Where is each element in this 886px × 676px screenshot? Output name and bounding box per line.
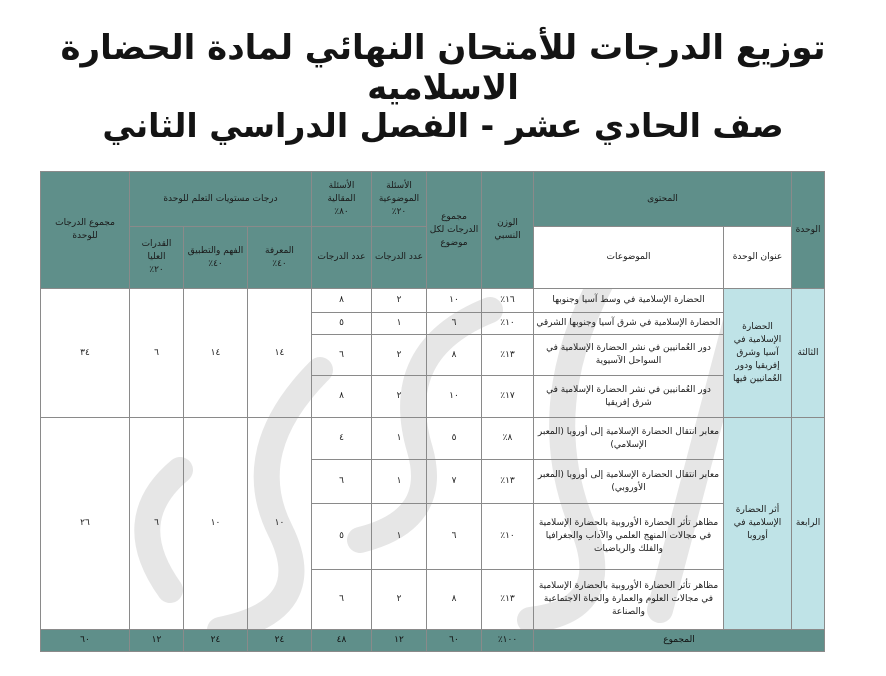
header-weight: الوزن النسبي [482, 172, 534, 289]
header-content: المحتوى [534, 172, 792, 227]
topic-cell: مظاهر تأثر الحضارة الأوروبية بالحضارة الإسلامية في مجالات المنهج العلمي والآداب والجغرافيا والفلك والرياضيات [534, 504, 724, 570]
table-row [41, 289, 825, 313]
total-row [41, 630, 825, 652]
header-objective [372, 172, 427, 227]
weight-cell: ١٣٪ [482, 460, 534, 504]
header-higher-label: القدرات العليا [141, 239, 172, 262]
unit-total-cell: ٣٤ [41, 289, 130, 418]
unit-title: أثر الحضارة الإسلامية في أوروبا [724, 418, 792, 630]
page-subtitle: صف الحادي عشر - الفصل الدراسي الثاني [102, 106, 784, 145]
sum-cell: ٦ [427, 504, 482, 570]
knowledge-cell: ١٠ [248, 418, 312, 630]
sum-cell: ٧ [427, 460, 482, 504]
header-understanding [184, 227, 248, 289]
objective-cell: ٢ [372, 335, 427, 376]
total-higher: ١٢ [130, 630, 184, 652]
header-unit-total: مجموع الدرجات للوحدة [41, 172, 130, 289]
unit-name: الرابعة [792, 418, 825, 630]
header-higher [130, 227, 184, 289]
weight-cell: ١٠٪ [482, 504, 534, 570]
objective-cell: ١ [372, 418, 427, 460]
essay-cell: ٨ [312, 376, 372, 418]
header-objective-count: عدد الدرجات [372, 227, 427, 289]
header-essay-count: عدد الدرجات [312, 227, 372, 289]
objective-cell: ٢ [372, 570, 427, 630]
header-essay-label: الأسئلة المقالية [327, 180, 356, 204]
total-unit-total: ٦٠ [41, 630, 130, 652]
header-total-per-topic: مجموع الدرجات لكل موضوع [427, 172, 482, 289]
knowledge-cell: ١٤ [248, 289, 312, 418]
header-objective-label: الأسئلة الموضوعية [378, 180, 420, 204]
essay-cell: ٨ [312, 289, 372, 313]
higher-cell: ٦ [130, 418, 184, 630]
header-essay [312, 172, 372, 227]
sum-cell: ٦ [427, 313, 482, 335]
total-essay: ٤٨ [312, 630, 372, 652]
sum-cell: ١٠ [427, 376, 482, 418]
topic-cell: مظاهر تأثر الحضارة الأوروبية بالحضارة الإسلامية في مجالات العلوم والعمارة والحياة الاجتماعية والصناعة [534, 570, 724, 630]
sum-cell: ٨ [427, 335, 482, 376]
header-knowledge-pct: ٤٠٪ [272, 258, 287, 269]
topic-cell: الحضارة الإسلامية في وسط آسيا وجنوبها [534, 289, 724, 313]
header-understanding-label: الفهم والتطبيق [187, 245, 244, 256]
topic-cell: معابر انتقال الحضارة الإسلامية إلى أوروبا (المعبر الأوروبي) [534, 460, 724, 504]
objective-cell: ٢ [372, 289, 427, 313]
total-weight: ١٠٠٪ [482, 630, 534, 652]
total-label: المجموع [534, 630, 825, 652]
total-objective: ١٢ [372, 630, 427, 652]
weight-cell: ١٧٪ [482, 376, 534, 418]
essay-cell: ٥ [312, 504, 372, 570]
weight-cell: ١٠٪ [482, 313, 534, 335]
header-knowledge-label: المعرفة [265, 245, 294, 256]
topic-cell: دور العُمانيين في نشر الحضارة الإسلامية في السواحل الآسيوية [534, 335, 724, 376]
header-levels: درجات مستويات التعلم للوحدة [130, 172, 312, 227]
objective-cell: ١ [372, 313, 427, 335]
essay-cell: ٥ [312, 313, 372, 335]
grade-distribution-table [40, 171, 825, 652]
topic-cell: الحضارة الإسلامية في شرق آسيا وجنوبها الشرقي [534, 313, 724, 335]
sum-cell: ٨ [427, 570, 482, 630]
header-topics: الموضوعات [534, 227, 724, 289]
essay-cell: ٤ [312, 418, 372, 460]
sum-cell: ١٠ [427, 289, 482, 313]
higher-cell: ٦ [130, 289, 184, 418]
header-unit-title: عنوان الوحدة [724, 227, 792, 289]
header-knowledge [248, 227, 312, 289]
understanding-cell: ١٤ [184, 289, 248, 418]
essay-cell: ٦ [312, 460, 372, 504]
understanding-cell: ١٠ [184, 418, 248, 630]
weight-cell: ١٣٪ [482, 570, 534, 630]
weight-cell: ١٦٪ [482, 289, 534, 313]
unit-total-cell: ٢٦ [41, 418, 130, 630]
essay-cell: ٦ [312, 570, 372, 630]
unit-title: الحضارة الإسلامية في آسيا وشرق إفريقيا ودور العُمانيين فيها [724, 289, 792, 418]
total-sum: ٦٠ [427, 630, 482, 652]
objective-cell: ١ [372, 460, 427, 504]
weight-cell: ١٣٪ [482, 335, 534, 376]
table-row [41, 418, 825, 460]
unit-name: الثالثة [792, 289, 825, 418]
weight-cell: ٨٪ [482, 418, 534, 460]
total-knowledge: ٢٤ [248, 630, 312, 652]
header-understanding-pct: ٤٠٪ [208, 258, 223, 269]
total-understanding: ٢٤ [184, 630, 248, 652]
essay-cell: ٦ [312, 335, 372, 376]
header-objective-pct: ٢٠٪ [391, 206, 407, 217]
header-higher-pct: ٢٠٪ [149, 265, 164, 275]
sum-cell: ٥ [427, 418, 482, 460]
topic-cell: معابر انتقال الحضارة الإسلامية إلى أوروبا (المعبر الإسلامي) [534, 418, 724, 460]
objective-cell: ٢ [372, 376, 427, 418]
page-title: توزيع الدرجات للأمتحان النهائي لمادة الحضارة الاسلاميه [60, 28, 826, 108]
topic-cell: دور العُمانيين في نشر الحضارة الإسلامية في شرق إفريقيا [534, 376, 724, 418]
header-essay-pct: ٨٠٪ [334, 206, 349, 217]
header-unit: الوحدة [792, 172, 825, 289]
objective-cell: ١ [372, 504, 427, 570]
